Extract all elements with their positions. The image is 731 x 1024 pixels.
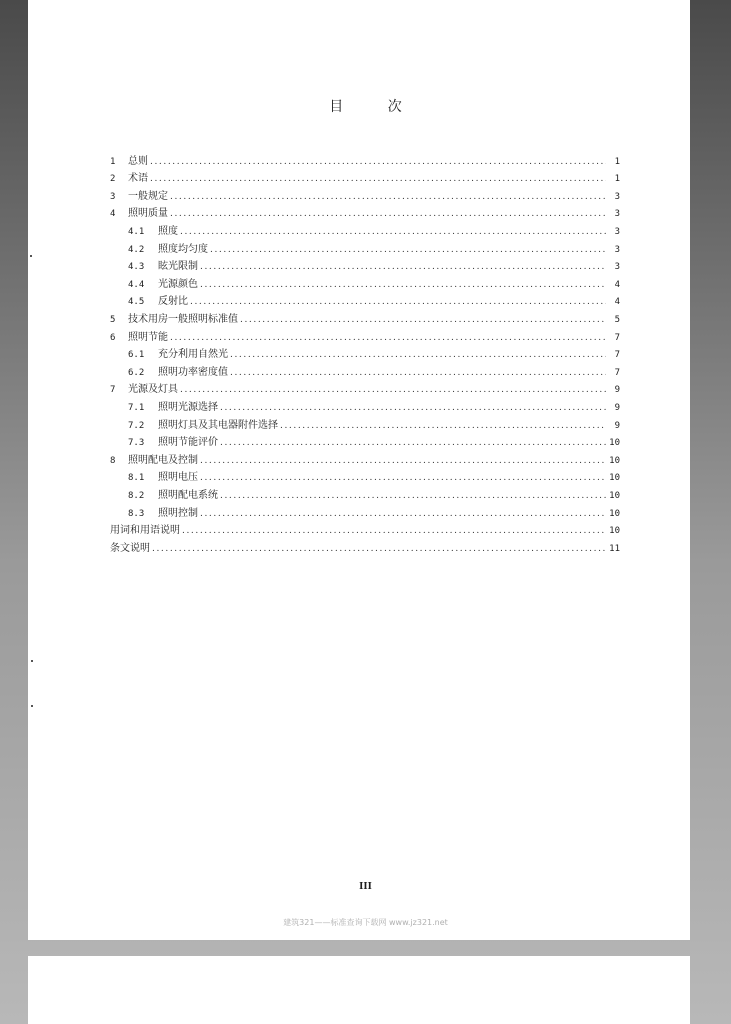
toc-entry-page: 3 [614, 226, 620, 237]
toc-entry [110, 185, 620, 203]
toc-entry-number: 6.1 [128, 350, 145, 361]
toc-entry-page: 3 [614, 262, 620, 273]
toc-entry-label: 照明质量 [128, 208, 168, 220]
dot-leader [170, 332, 606, 344]
toc-entry [110, 291, 620, 309]
toc-entry-number: 4.5 [128, 297, 145, 308]
toc-entry [110, 168, 620, 186]
dot-leader [182, 525, 606, 537]
title-char-2: 次 [387, 99, 402, 115]
toc-entry-page: 3 [614, 244, 620, 255]
toc-entry [110, 150, 620, 168]
toc-entry-number: 8 [110, 455, 116, 466]
scan-speck [31, 705, 33, 707]
toc-entry-page: 10 [609, 508, 620, 519]
toc-entry-page: 9 [614, 420, 620, 431]
toc-entry-page: 10 [609, 455, 620, 466]
toc-entry [110, 502, 620, 520]
dot-leader [220, 437, 606, 449]
toc-entry [110, 220, 620, 238]
dot-leader [200, 279, 606, 291]
toc-entry [110, 273, 620, 291]
toc-entry-number: 4.2 [128, 244, 145, 255]
dot-leader [220, 402, 606, 414]
toc-entry-number: 4.4 [128, 279, 145, 290]
toc-entry-page: 4 [614, 297, 620, 308]
toc-entry-label: 照度 [158, 225, 178, 237]
toc-entry-number: 7.3 [128, 438, 145, 449]
toc-entry [110, 432, 620, 450]
toc-entry [110, 396, 620, 414]
toc-entry [110, 537, 620, 555]
toc-entry [110, 361, 620, 379]
toc-entry-page: 11 [609, 543, 620, 554]
toc-entry-page: 1 [614, 156, 620, 167]
toc-entry [110, 238, 620, 256]
page-title [0, 96, 731, 116]
next-document-page [28, 956, 690, 1024]
toc-entry-number: 5 [110, 314, 116, 325]
toc-entry-label: 照明电压 [158, 472, 198, 484]
toc-entry-page: 10 [609, 490, 620, 501]
toc-entry-number: 7 [110, 385, 116, 396]
dot-leader [150, 156, 606, 168]
dot-leader [180, 384, 606, 396]
toc-entry-label: 技术用房一般照明标准值 [128, 313, 238, 325]
toc-entry-number: 8.2 [128, 490, 145, 501]
toc-entry-label: 光源颜色 [158, 278, 198, 290]
toc-entry-number: 2 [110, 174, 116, 185]
title-char-1: 目 [329, 99, 344, 115]
toc-entry-page: 9 [614, 385, 620, 396]
toc-entry-label: 光源及灯具 [128, 384, 178, 396]
dot-leader [200, 508, 606, 520]
toc-entry-number: 7.2 [128, 420, 145, 431]
dot-leader [280, 420, 606, 432]
toc-entry-number: 6.2 [128, 367, 145, 378]
toc-entry-label: 照明光源选择 [158, 401, 218, 413]
toc-entry-page: 1 [614, 174, 620, 185]
dot-leader [152, 543, 606, 555]
toc-entry-label: 照明配电系统 [158, 489, 218, 501]
toc-entry-page: 10 [609, 526, 620, 537]
toc-entry [110, 449, 620, 467]
toc-entry-label: 条文说明 [110, 542, 150, 554]
dot-leader [200, 261, 606, 273]
dot-leader [200, 455, 606, 467]
toc-entry-number: 8.1 [128, 473, 145, 484]
toc-entry-label: 眩光限制 [158, 261, 198, 273]
toc-entry-label: 照度均匀度 [158, 243, 208, 255]
dot-leader [180, 226, 606, 238]
toc-entry-label: 总则 [128, 155, 148, 167]
toc-entry-number: 4 [110, 209, 116, 220]
watermark: 建筑321——标准查询下载网 www.jz321.net [283, 918, 448, 927]
toc-entry [110, 379, 620, 397]
dot-leader [230, 367, 606, 379]
toc-entry-page: 3 [614, 191, 620, 202]
toc-entry-number: 8.3 [128, 508, 145, 519]
dot-leader [170, 208, 606, 220]
toc-entry-label: 照明功率密度值 [158, 366, 228, 378]
toc-entry [110, 344, 620, 362]
toc-entry-label: 充分利用自然光 [158, 349, 228, 361]
page-number: III [359, 882, 372, 892]
toc-entry-number: 3 [110, 191, 116, 202]
toc-entry-label: 照明控制 [158, 507, 198, 519]
toc-entry-page: 4 [614, 279, 620, 290]
toc-entry-label: 照明节能评价 [158, 437, 218, 449]
toc-entry-number: 4.3 [128, 262, 145, 273]
toc-entry-page: 5 [614, 314, 620, 325]
toc-entry [110, 467, 620, 485]
toc-entry-number: 4.1 [128, 226, 145, 237]
dot-leader [170, 191, 606, 203]
toc-entry-page: 9 [614, 402, 620, 413]
toc-entry-label: 一般规定 [128, 190, 168, 202]
scan-speck [30, 255, 32, 257]
toc-entry-number: 1 [110, 156, 116, 167]
toc-entry-number: 7.1 [128, 402, 145, 413]
toc-entry-page: 7 [614, 367, 620, 378]
dot-leader [220, 490, 606, 502]
toc-entry-label: 用词和用语说明 [110, 525, 180, 537]
toc-entry [110, 203, 620, 221]
toc-entry [110, 484, 620, 502]
dot-leader [230, 349, 606, 361]
toc-entry-label: 照明节能 [128, 331, 168, 343]
toc-entry-label: 反射比 [158, 296, 188, 308]
scan-speck [31, 660, 33, 662]
toc-entry [110, 414, 620, 432]
dot-leader [210, 244, 606, 256]
dot-leader [200, 472, 606, 484]
dot-leader [240, 314, 606, 326]
toc-entry-page: 7 [614, 350, 620, 361]
toc-entry-label: 照明配电及控制 [128, 454, 198, 466]
toc-entry [110, 256, 620, 274]
toc-entry-page: 10 [609, 473, 620, 484]
toc-entry [110, 326, 620, 344]
dot-leader [150, 173, 606, 185]
toc-entry [110, 520, 620, 538]
dot-leader [190, 296, 606, 308]
toc-entry-page: 3 [614, 209, 620, 220]
toc-entry-page: 10 [609, 438, 620, 449]
toc-entry-label: 照明灯具及其电器附件选择 [158, 419, 278, 431]
toc-entry-page: 7 [614, 332, 620, 343]
toc-entry-number: 6 [110, 332, 116, 343]
toc-entry-label: 术语 [128, 173, 148, 185]
toc-entry [110, 308, 620, 326]
